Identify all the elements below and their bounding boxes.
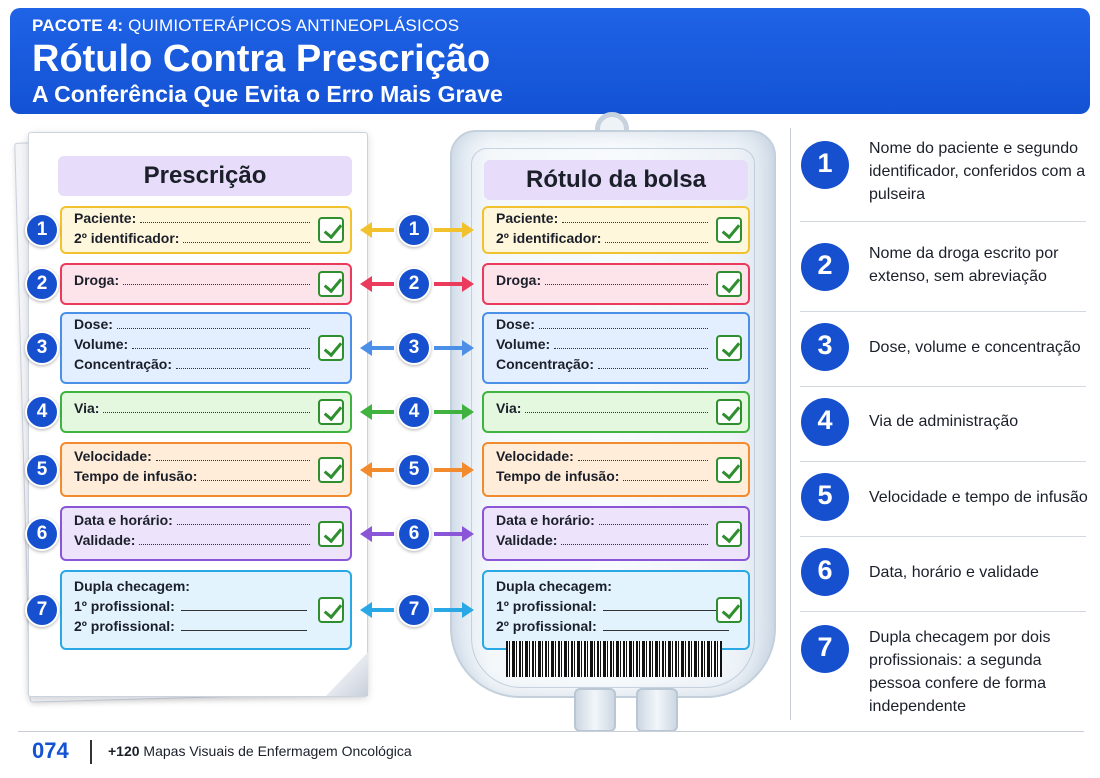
label-field-label: Via: — [496, 400, 522, 416]
check-icon — [318, 335, 344, 361]
check-icon — [318, 217, 344, 243]
prescription-field-label: 1º profissional: — [74, 598, 175, 614]
checklist-number-badge: 7 — [801, 625, 849, 673]
checklist-separator — [800, 611, 1086, 612]
label-field-line — [496, 356, 736, 376]
checklist-separator — [800, 311, 1086, 312]
prescription-field-line — [74, 512, 338, 532]
row-number-badge: 2 — [25, 267, 59, 301]
check-icon — [318, 597, 344, 623]
label-field-label: Concentração: — [496, 356, 595, 372]
signature-line — [181, 621, 307, 631]
checklist-item-text — [869, 336, 1093, 359]
row-number-badge: 6 — [25, 517, 59, 551]
dotted-fill-line — [562, 213, 708, 223]
label-title: Rótulo da bolsa — [484, 160, 748, 200]
label-field-line — [496, 336, 736, 356]
signature-line — [603, 601, 729, 611]
checklist-item-body: do paciente e segundo identificador, conferidos com a pulseira — [869, 140, 1086, 203]
dotted-fill-line — [177, 515, 310, 525]
center-number-badge: 1 — [397, 213, 431, 247]
check-icon — [318, 271, 344, 297]
dotted-fill-line — [123, 275, 310, 285]
page-title: Rótulo Contra Prescrição — [32, 38, 491, 80]
checklist-number-badge: 3 — [801, 323, 849, 371]
label-field-line — [496, 400, 736, 420]
label-field-label: Droga: — [496, 272, 542, 288]
check-icon — [318, 399, 344, 425]
double-arrow-icon — [370, 468, 394, 472]
label-field-line — [496, 512, 736, 532]
row-number-badge: 5 — [25, 453, 59, 487]
prescription-row-4 — [60, 391, 352, 433]
label-row-4 — [482, 391, 750, 433]
label-field-line — [496, 448, 736, 468]
label-row-7 — [482, 570, 750, 650]
label-field-label: Velocidade: — [496, 447, 574, 464]
label-field-line — [496, 618, 736, 638]
checklist-item-body: Dupla checagem por dois profissionais: a segunda pessoa confere de forma independente — [869, 629, 1051, 715]
footer-series-text: Mapas Visuais de Enfermagem Oncológica — [139, 743, 412, 759]
double-arrow-icon — [434, 532, 464, 536]
dotted-fill-line — [183, 233, 310, 243]
label-field-label: Dupla checagem: — [496, 578, 612, 594]
dotted-fill-line — [103, 403, 310, 413]
label-field-line — [496, 272, 736, 292]
dotted-fill-line — [599, 515, 708, 525]
checklist-item-lead: Nome — [869, 140, 912, 157]
prescription-field-label: Dose: — [74, 316, 113, 332]
label-field-label: Tempo de infusão: — [496, 467, 620, 484]
footer-series-bold: +120 — [108, 743, 140, 759]
center-number-badge: 7 — [397, 593, 431, 627]
label-field-label: Paciente: — [496, 210, 559, 226]
label-field-label: 2º identificador: — [496, 230, 602, 246]
double-arrow-icon — [434, 468, 464, 472]
prescription-field-label: 2º identificador: — [74, 230, 180, 246]
double-arrow-icon — [370, 282, 394, 286]
check-icon — [318, 457, 344, 483]
center-number-badge: 2 — [397, 267, 431, 301]
prescription-field-label: Data e horário: — [74, 511, 173, 528]
prescription-field-line — [74, 272, 338, 292]
prescription-field-line — [74, 532, 338, 552]
signature-line — [181, 601, 307, 611]
bag-port-left — [574, 688, 616, 732]
prescription-field-line — [74, 400, 338, 420]
label-field-line — [496, 230, 736, 250]
checklist-item-body: Velocidade e tempo de infusão — [869, 489, 1088, 506]
prescription-field-line — [74, 356, 338, 376]
label-field-line — [496, 468, 736, 488]
footer-separator — [90, 740, 92, 764]
dotted-fill-line — [139, 535, 310, 545]
prescription-field-line — [74, 448, 338, 468]
page-number: 074 — [32, 738, 69, 763]
footer-rule — [18, 731, 1084, 732]
dotted-fill-line — [201, 471, 310, 481]
check-icon — [716, 271, 742, 297]
check-icon — [716, 335, 742, 361]
center-number-badge: 3 — [397, 331, 431, 365]
prescription-field-label: Concentração: — [74, 356, 173, 372]
footer-series — [108, 743, 412, 759]
dotted-fill-line — [176, 359, 310, 369]
checklist-number-badge: 6 — [801, 548, 849, 596]
prescription-row-7 — [60, 570, 352, 650]
double-arrow-icon — [434, 608, 464, 612]
prescription-field-label: Tempo de infusão: — [74, 467, 198, 484]
check-icon — [716, 597, 742, 623]
double-arrow-icon — [370, 228, 394, 232]
label-field-label: 2º profissional: — [496, 618, 597, 634]
checklist-separator — [800, 461, 1086, 462]
checklist-number-badge: 4 — [801, 398, 849, 446]
checklist-item-text — [869, 561, 1093, 584]
prescription-field-label: Paciente: — [74, 210, 137, 226]
double-arrow-icon — [434, 410, 464, 414]
center-number-badge: 6 — [397, 517, 431, 551]
prescription-field-line — [74, 618, 338, 638]
header-banner — [10, 8, 1090, 114]
label-row-2 — [482, 263, 750, 305]
checklist-item-text — [869, 242, 1093, 288]
label-field-label: Dose: — [496, 316, 535, 332]
prescription-field-line — [74, 578, 338, 598]
prescription-row-3 — [60, 312, 352, 384]
prescription-field-label: Droga: — [74, 272, 120, 288]
label-row-6 — [482, 506, 750, 561]
label-row-3 — [482, 312, 750, 384]
double-arrow-icon — [370, 608, 394, 612]
check-icon — [716, 399, 742, 425]
checklist-separator — [800, 221, 1086, 222]
prescription-row-6 — [60, 506, 352, 561]
dotted-fill-line — [578, 451, 708, 461]
check-icon — [716, 217, 742, 243]
checklist-item-text — [869, 137, 1093, 206]
prescription-field-label: Volume: — [74, 336, 129, 352]
dotted-fill-line — [605, 233, 708, 243]
dotted-fill-line — [156, 451, 310, 461]
checklist-number-badge: 5 — [801, 473, 849, 521]
prescription-row-2 — [60, 263, 352, 305]
dotted-fill-line — [539, 319, 708, 329]
row-number-badge: 3 — [25, 331, 59, 365]
dotted-fill-line — [561, 535, 708, 545]
checklist-item-text — [869, 486, 1093, 509]
label-field-line — [496, 598, 736, 618]
page-subtitle: A Conferência Que Evita o Erro Mais Grave — [32, 81, 503, 107]
prescription-field-line — [74, 336, 338, 356]
double-arrow-icon — [434, 282, 464, 286]
pack-label: PACOTE 4: — [32, 16, 124, 35]
dotted-fill-line — [525, 403, 708, 413]
double-arrow-icon — [370, 346, 394, 350]
check-icon — [716, 457, 742, 483]
double-arrow-icon — [434, 228, 464, 232]
check-icon — [318, 521, 344, 547]
label-field-label: 1º profissional: — [496, 598, 597, 614]
prescription-field-line — [74, 210, 338, 230]
checklist-item-text — [869, 410, 1093, 433]
pack-line — [32, 16, 1068, 36]
dotted-fill-line — [623, 471, 708, 481]
prescription-field-line — [74, 598, 338, 618]
label-field-label: Data e horário: — [496, 511, 595, 528]
checklist-separator — [800, 536, 1086, 537]
prescription-field-label: Velocidade: — [74, 447, 152, 464]
label-field-line — [496, 210, 736, 230]
prescription-field-label: Via: — [74, 400, 100, 416]
prescription-field-line — [74, 316, 338, 336]
checklist-divider — [790, 128, 791, 720]
label-field-line — [496, 532, 736, 552]
center-number-badge: 4 — [397, 395, 431, 429]
prescription-row-5 — [60, 442, 352, 497]
prescription-title: Prescrição — [58, 156, 352, 196]
label-row-1 — [482, 206, 750, 254]
checklist-item-body: Via de administração — [869, 413, 1019, 430]
dotted-fill-line — [545, 275, 708, 285]
double-arrow-icon — [370, 532, 394, 536]
row-number-badge: 4 — [25, 395, 59, 429]
checklist-item-body: Dose, volume e concentração — [869, 339, 1081, 356]
dotted-fill-line — [598, 359, 708, 369]
pack-name: QUIMIOTERÁPICOS ANTINEOPLÁSICOS — [128, 16, 460, 35]
dotted-fill-line — [117, 319, 310, 329]
checklist-number-badge: 1 — [801, 141, 849, 189]
label-field-line — [496, 578, 736, 598]
double-arrow-icon — [370, 410, 394, 414]
row-number-badge: 7 — [25, 593, 59, 627]
prescription-field-line — [74, 230, 338, 250]
check-icon — [716, 521, 742, 547]
label-field-line — [496, 316, 736, 336]
label-field-label: Validade: — [496, 531, 558, 548]
bag-port-right — [636, 688, 678, 732]
dotted-fill-line — [132, 339, 310, 349]
checklist-item-body: Data, horário e validade — [869, 564, 1039, 581]
checklist-item-text — [869, 626, 1093, 718]
center-number-badge: 5 — [397, 453, 431, 487]
prescription-field-label: Validade: — [74, 531, 136, 548]
dotted-fill-line — [554, 339, 708, 349]
signature-line — [603, 621, 729, 631]
checklist-number-badge: 2 — [801, 243, 849, 291]
barcode-icon — [506, 641, 722, 677]
label-field-label: Volume: — [496, 336, 551, 352]
dotted-fill-line — [140, 213, 310, 223]
prescription-field-label: 2º profissional: — [74, 618, 175, 634]
row-number-badge: 1 — [25, 213, 59, 247]
checklist-item-body: Nome da droga escrito por extenso, sem abreviação — [869, 245, 1059, 285]
prescription-field-line — [74, 468, 338, 488]
prescription-field-label: Dupla checagem: — [74, 578, 190, 594]
label-row-5 — [482, 442, 750, 497]
double-arrow-icon — [434, 346, 464, 350]
prescription-row-1 — [60, 206, 352, 254]
checklist-separator — [800, 386, 1086, 387]
